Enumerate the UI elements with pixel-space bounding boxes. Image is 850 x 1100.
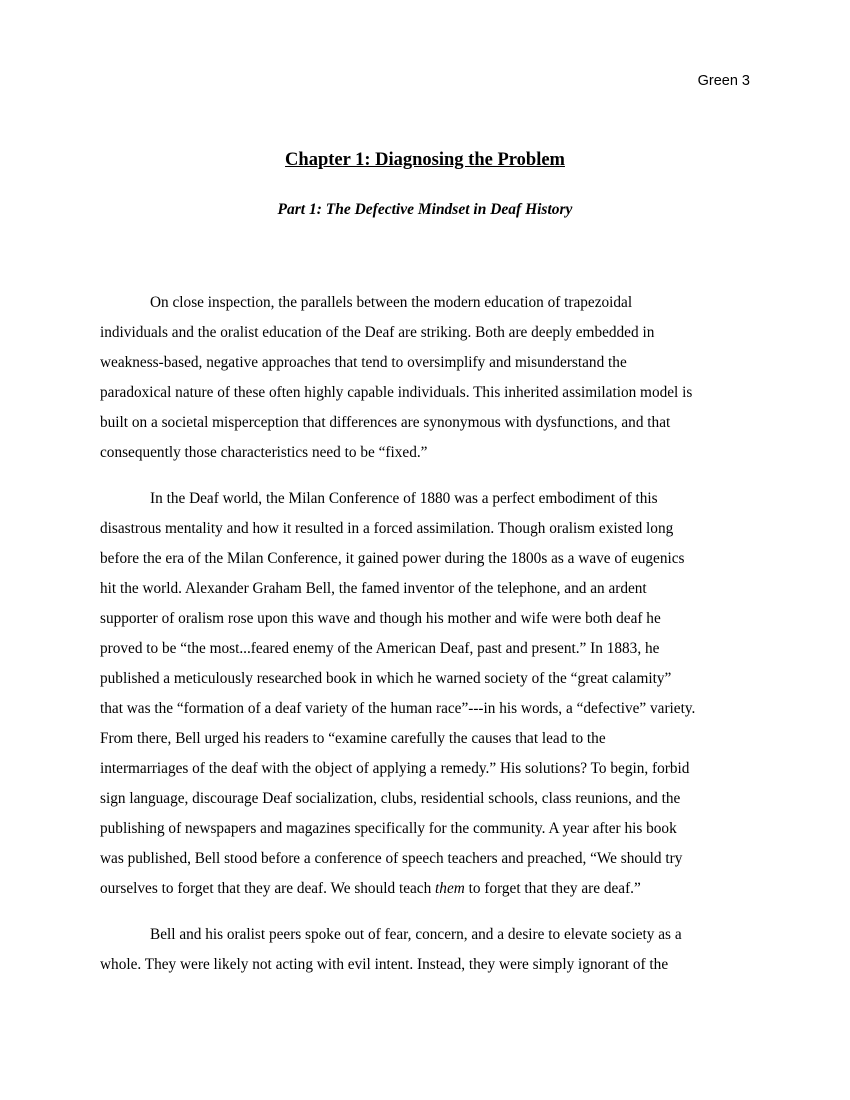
paragraph-line: published a meticulously researched book in which he warned society of the “great calamity” bbox=[100, 670, 672, 687]
paragraph-line: paradoxical nature of these often highly capable individuals. This inherited assimilation model is bbox=[100, 384, 693, 401]
paragraph-3 bbox=[100, 920, 750, 980]
paragraph-line: that was the “formation of a deaf variety of the human race”---in his words, a “defective” variety. bbox=[100, 700, 696, 717]
paragraph-line: disastrous mentality and how it resulted in a forced assimilation. Though oralism existed long bbox=[100, 520, 674, 537]
paragraph-line: From there, Bell urged his readers to “examine carefully the causes that lead to the bbox=[100, 730, 606, 747]
emphasized-word: them bbox=[435, 880, 465, 897]
chapter-title: Chapter 1: Diagnosing the Problem bbox=[285, 150, 565, 170]
paragraph-line: publishing of newspapers and magazines specifically for the community. A year after his book bbox=[100, 820, 677, 837]
paragraph-line: supporter of oralism rose upon this wave and though his mother and wife were both deaf he bbox=[100, 610, 661, 627]
paragraph-line: individuals and the oralist education of the Deaf are striking. Both are deeply embedded in bbox=[100, 324, 655, 341]
paragraph-1 bbox=[100, 288, 750, 468]
paragraph-line: intermarriages of the deaf with the object of applying a remedy.” His solutions? To begin, forbid bbox=[100, 760, 690, 777]
paragraph-line: Bell and his oralist peers spoke out of fear, concern, and a desire to elevate society as a bbox=[150, 926, 682, 943]
paragraph-line: sign language, discourage Deaf socialization, clubs, residential schools, class reunions, and the bbox=[100, 790, 681, 807]
paragraph-line-emphasis bbox=[100, 874, 750, 904]
paragraph-line: whole. They were likely not acting with evil intent. Instead, they were simply ignorant of the bbox=[100, 956, 669, 973]
paragraph-line: In the Deaf world, the Milan Conference of 1880 was a perfect embodiment of this bbox=[150, 490, 658, 507]
paragraph-line: proved to be “the most...feared enemy of the American Deaf, past and present.” In 1883, he bbox=[100, 640, 660, 657]
paragraph-2 bbox=[100, 484, 750, 904]
part-title: Part 1: The Defective Mindset in Deaf History bbox=[277, 201, 573, 218]
paragraph-line: hit the world. Alexander Graham Bell, the famed inventor of the telephone, and an ardent bbox=[100, 580, 647, 597]
line-text: ourselves to forget that they are deaf. We should teach bbox=[100, 880, 436, 897]
body-text bbox=[100, 288, 750, 996]
page-header: Green 3 bbox=[697, 73, 750, 89]
paragraph-line: On close inspection, the parallels between the modern education of trapezoidal bbox=[150, 294, 633, 311]
paragraph-line: was published, Bell stood before a conference of speech teachers and preached, “We should try bbox=[100, 850, 683, 867]
line-text: to forget that they are deaf.” bbox=[464, 880, 641, 897]
paragraph-line: consequently those characteristics need to be “fixed.” bbox=[100, 444, 428, 461]
paragraph-line: built on a societal misperception that differences are synonymous with dysfunctions, and that bbox=[100, 414, 671, 431]
paragraph-line: before the era of the Milan Conference, it gained power during the 1800s as a wave of eugenics bbox=[100, 550, 685, 567]
paragraph-line: weakness-based, negative approaches that tend to oversimplify and misunderstand the bbox=[100, 354, 627, 371]
